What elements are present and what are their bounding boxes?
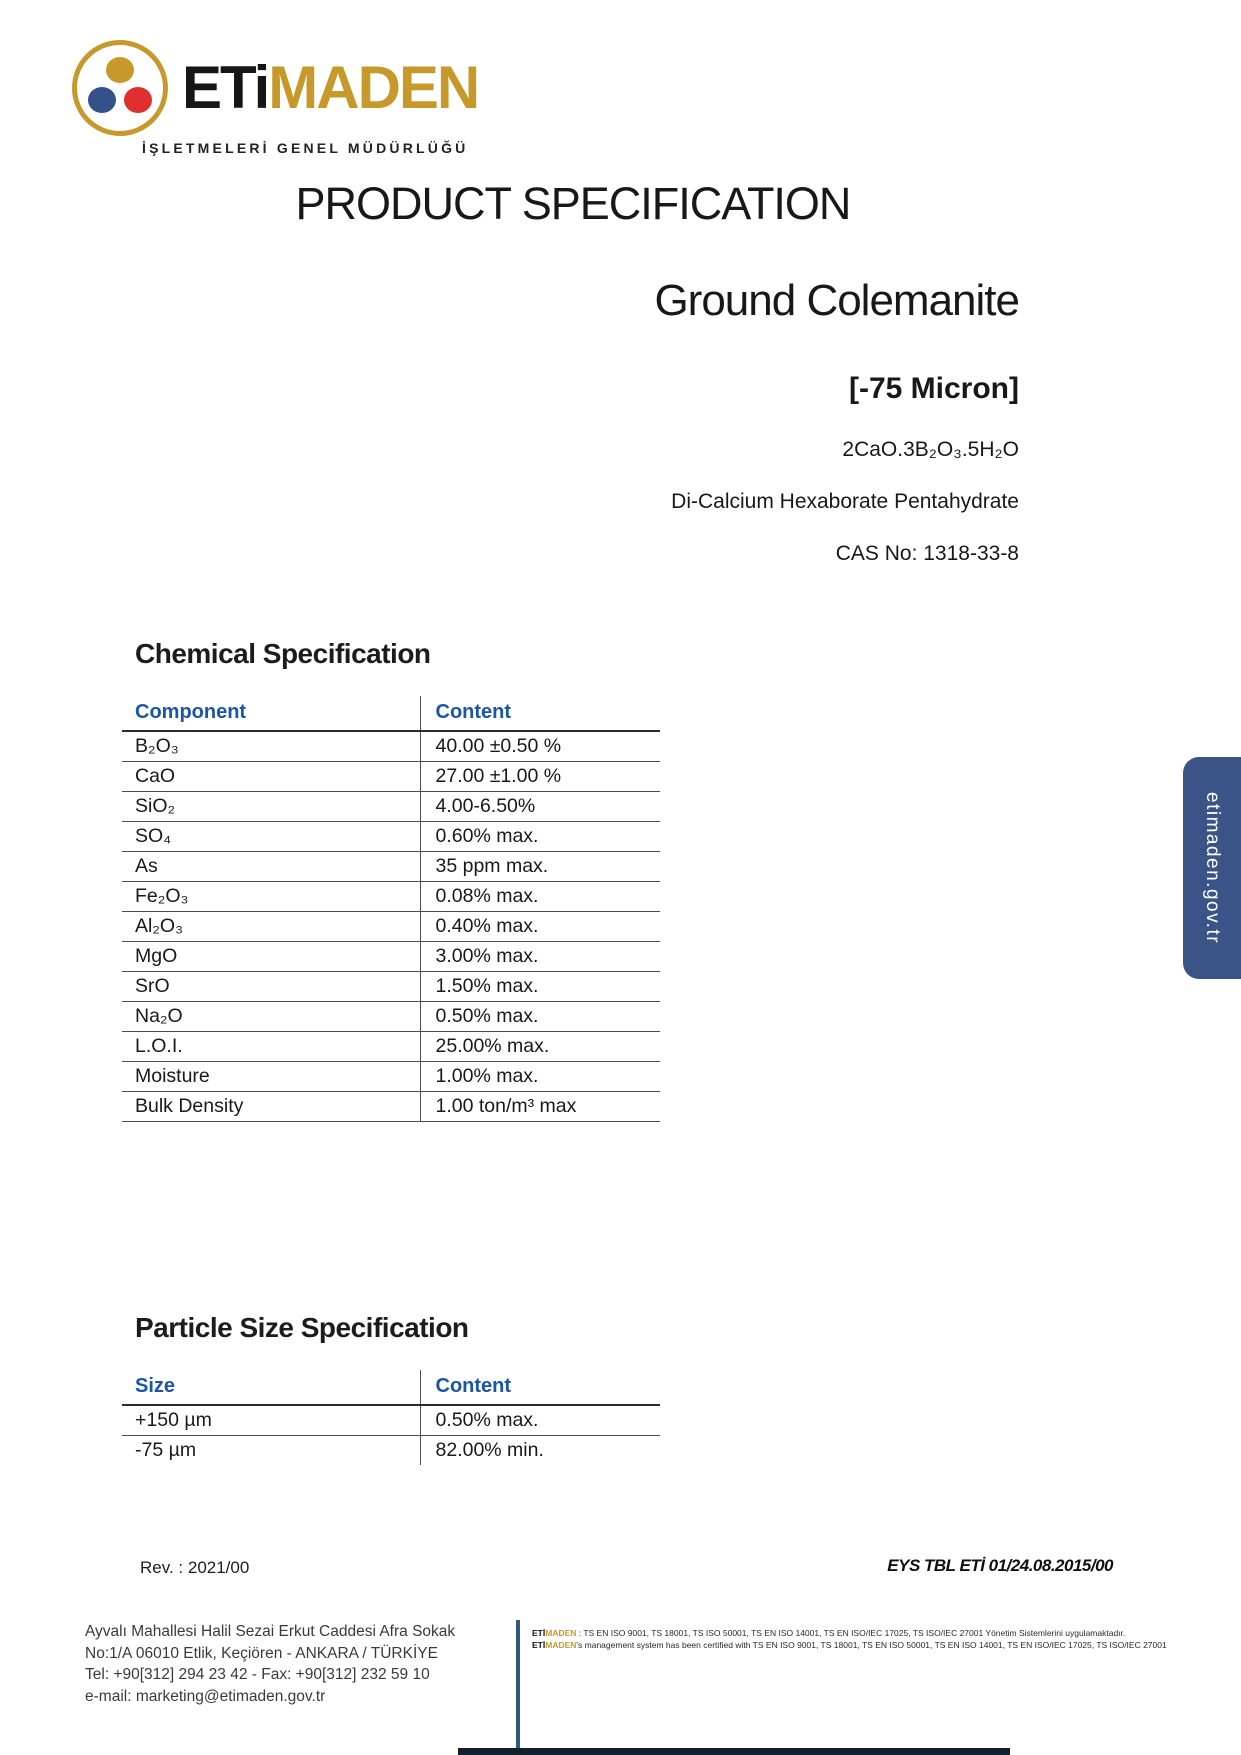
component-cell: Na₂O — [122, 1002, 420, 1032]
doc-title: PRODUCT SPECIFICATION — [295, 178, 851, 229]
table-row — [122, 972, 660, 1002]
table-row — [122, 1032, 660, 1062]
content-cell: 1.00% max. — [420, 1062, 660, 1092]
footer-bottom-bar — [458, 1748, 1010, 1755]
table-row — [122, 792, 660, 822]
address-line: Ayvalı Mahallesi Halil Sezai Erkut Caddesi Afra Sokak — [85, 1623, 456, 1640]
size-cell: -75 µm — [135, 1439, 197, 1461]
certification-line-en — [532, 1639, 1192, 1651]
content-cell: 27.00 ±1.00 % — [420, 762, 660, 792]
content-cell: 0.60% max. — [420, 822, 660, 852]
particle-spec-table — [122, 1370, 660, 1465]
component-cell: Al₂O₃ — [122, 912, 420, 942]
component-cell: Moisture — [122, 1062, 420, 1092]
product-name: Ground Colemanite — [654, 276, 1019, 325]
content-cell: 1.00 ton/m³ max — [420, 1092, 660, 1122]
content-cell: 0.08% max. — [420, 882, 660, 912]
content-cell: 0.50% max. — [420, 1405, 660, 1436]
table-row — [122, 822, 660, 852]
logo-dot-red-icon — [124, 87, 152, 113]
particle-spec-heading: Particle Size Specification — [135, 1312, 469, 1343]
table-row — [122, 1092, 660, 1122]
table-row — [122, 882, 660, 912]
table-row — [122, 1436, 660, 1466]
address-line: Tel: +90[312] 294 23 42 - Fax: +90[312] 232 59 10 — [85, 1666, 430, 1683]
size-cell: +150 µm — [122, 1405, 420, 1436]
component-cell: SiO₂ — [122, 792, 420, 822]
content-cell: 4.00-6.50% — [420, 792, 660, 822]
table-row — [122, 912, 660, 942]
component-cell: L.O.I. — [122, 1032, 420, 1062]
content-cell: 0.40% max. — [420, 912, 660, 942]
logo-circle-icon — [72, 40, 168, 136]
product-grade: [-75 Micron] — [848, 372, 1019, 405]
content-cell: 82.00% min. — [420, 1436, 660, 1466]
column-header-size: Size — [122, 1370, 420, 1405]
table-row — [122, 852, 660, 882]
component-cell: SrO — [122, 972, 420, 1002]
cert-brand-eti: ETİ — [532, 1628, 546, 1638]
component-cell: MgO — [122, 942, 420, 972]
certification-line-tr — [532, 1627, 1192, 1639]
table-row — [122, 762, 660, 792]
component-cell: SO₄ — [122, 822, 420, 852]
particle-table-header-row — [122, 1370, 660, 1405]
chemical-spec-table — [122, 696, 660, 1122]
footer-certifications — [532, 1627, 1192, 1651]
logo-subtitle: İŞLETMELERİ GENEL MÜDÜRLÜĞÜ — [142, 140, 469, 156]
table-row — [122, 1062, 660, 1092]
table-row — [122, 1002, 660, 1032]
cert-brand-maden: MADEN — [545, 1640, 577, 1650]
component-cell: B₂O₃ — [122, 731, 420, 762]
product-formula: 2CaO.3B₂O₃.5H₂O — [842, 438, 1019, 461]
content-cell: 40.00 ±0.50 % — [420, 731, 660, 762]
cert-text-en: 's management system has been certified with TS EN ISO 9001, TS 18001, TS EN ISO 50001, TS EN ISO 14001, TS EN ISO/IEC 17025, TS ISO/IEC 27001 — [576, 1640, 1167, 1650]
content-cell: 3.00% max. — [420, 942, 660, 972]
table-row — [122, 731, 660, 762]
component-cell: CaO — [122, 762, 420, 792]
column-header-component: Component — [122, 696, 420, 731]
content-cell: 0.50% max. — [420, 1002, 660, 1032]
table-row — [122, 1405, 660, 1436]
eti-maden-logo — [72, 40, 478, 156]
address-line: e-mail: marketing@etimaden.gov.tr — [85, 1687, 326, 1705]
revision-label: Rev. : 2021/00 — [140, 1558, 250, 1577]
cert-brand-maden: MADEN — [545, 1628, 577, 1638]
footer-address — [85, 1621, 455, 1707]
logo-dot-blue-icon — [88, 87, 116, 113]
chemical-table-header-row — [122, 696, 660, 731]
product-cas-number: CAS No: 1318-33-8 — [835, 542, 1019, 565]
cert-brand-eti: ETİ — [532, 1640, 546, 1650]
component-cell: Fe₂O₃ — [122, 882, 420, 912]
content-cell: 35 ppm max. — [420, 852, 660, 882]
website-tab-label: etimaden.gov.tr — [1202, 791, 1223, 945]
etimaden-website-tab — [1183, 757, 1241, 979]
component-cell: As — [122, 852, 420, 882]
cert-text-tr: : TS EN ISO 9001, TS 18001, TS ISO 50001, TS EN ISO 14001, TS EN ISO/IEC 17025, TS ISO/IEC 27001 Yönetim Sistemlerini uygulamaktadır. — [576, 1628, 1126, 1638]
address-line: No:1/A 06010 Etlik, Keçiören - ANKARA / TÜRKİYE — [85, 1644, 438, 1662]
content-cell: 25.00% max. — [420, 1032, 660, 1062]
logo-dot-gold-icon — [106, 57, 134, 83]
brand-maden: MADEN — [268, 54, 479, 121]
brand-eti: ETi — [182, 54, 269, 121]
table-row — [122, 942, 660, 972]
product-chemical-name: Di-Calcium Hexaborate Pentahydrate — [671, 490, 1019, 513]
doc-code-label: EYS TBL ETİ 01/24.08.2015/00 — [887, 1556, 1113, 1575]
component-cell: Bulk Density — [122, 1092, 420, 1122]
column-header-content: Content — [420, 696, 660, 731]
brand-wordmark — [182, 54, 479, 121]
column-header-content: Content — [420, 1370, 660, 1405]
content-cell: 1.50% max. — [420, 972, 660, 1002]
footer-divider — [516, 1620, 520, 1755]
chemical-spec-heading: Chemical Specification — [135, 638, 431, 669]
